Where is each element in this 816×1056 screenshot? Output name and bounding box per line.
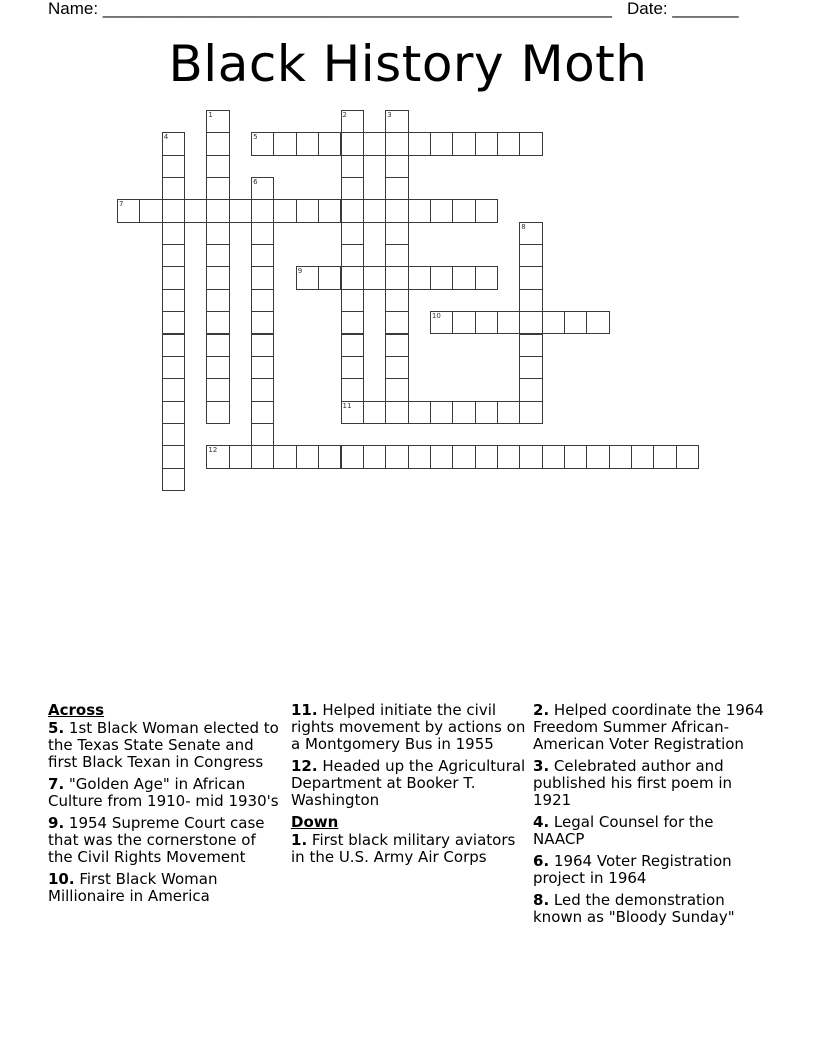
grid-cell[interactable]: [341, 110, 364, 133]
grid-cell[interactable]: [385, 378, 408, 401]
grid-cell[interactable]: [475, 311, 498, 334]
grid-cell[interactable]: [341, 244, 364, 267]
grid-cell[interactable]: [564, 445, 587, 468]
grid-cell[interactable]: [318, 199, 341, 222]
grid-cell[interactable]: [341, 199, 364, 222]
grid-cell[interactable]: [452, 266, 475, 289]
clue-across-12: 12. Headed up the Agricultural Department at Booker T. Washington: [291, 757, 526, 809]
clue-across-7: 7. "Golden Age" in African Culture from 1910- mid 1930's: [48, 775, 279, 810]
grid-cell[interactable]: [229, 199, 252, 222]
clue-number: 2: [533, 701, 544, 719]
cell-number: 2: [342, 111, 347, 119]
clue-down-6: 6. 1964 Voter Registration project in 1964: [533, 852, 732, 887]
grid-cell[interactable]: [162, 155, 185, 178]
cell-number: 8: [521, 222, 526, 231]
grid-cell[interactable]: [341, 222, 364, 245]
grid-cell[interactable]: [519, 132, 542, 155]
grid-cell[interactable]: [385, 289, 408, 312]
across-heading: Across: [48, 701, 105, 719]
grid-cell[interactable]: [653, 445, 676, 468]
grid-cell[interactable]: [206, 378, 229, 401]
grid-cell[interactable]: [385, 177, 408, 200]
clue-down-3: 3. Celebrated author and published his first poem in 1921: [533, 757, 733, 809]
cell-number: 5: [253, 133, 258, 142]
cell-number: 12: [208, 446, 218, 455]
grid-cell[interactable]: [296, 132, 319, 155]
grid-cell[interactable]: [162, 222, 185, 245]
clue-across-11: 11. Helped initiate the civil rights movement by actions on a Montgomery Bus in 1955: [291, 701, 526, 753]
grid-cell[interactable]: [519, 401, 542, 424]
grid-cell[interactable]: [430, 132, 453, 155]
grid-cell[interactable]: [430, 445, 453, 468]
grid-cell[interactable]: [206, 356, 229, 379]
grid-cell[interactable]: [162, 132, 185, 155]
clue-down-1: 1. First black military aviators in the U.S. Army Air Corps: [291, 831, 516, 866]
clue-number: 10: [48, 870, 69, 888]
grid-cell[interactable]: [341, 132, 364, 155]
grid-cell[interactable]: [408, 401, 431, 424]
grid-cell[interactable]: [452, 311, 475, 334]
grid-cell[interactable]: [251, 177, 274, 200]
grid-cell[interactable]: [251, 199, 274, 222]
grid-cell[interactable]: [497, 132, 520, 155]
grid-cell[interactable]: [385, 110, 408, 133]
clue-down-2: 2. Helped coordinate the 1964 Freedom Summer African-American Voter Registration: [533, 701, 764, 753]
grid-cell[interactable]: [341, 378, 364, 401]
clues-column-1: [48, 702, 284, 910]
clue-number: 1: [291, 831, 302, 849]
name-blank: _______________________________________________________: [102, 0, 612, 18]
grid-cell[interactable]: [586, 311, 609, 334]
grid-cell[interactable]: [475, 199, 498, 222]
grid-cell[interactable]: [430, 266, 453, 289]
grid-cell[interactable]: [273, 132, 296, 155]
grid-cell[interactable]: [385, 132, 408, 155]
grid-cell[interactable]: [542, 311, 565, 334]
clue-number: 5: [48, 719, 59, 737]
grid-cell[interactable]: [341, 356, 364, 379]
cell-number: 10: [431, 312, 441, 321]
grid-cell[interactable]: [162, 356, 185, 379]
clue-number: 6: [533, 852, 544, 870]
grid-cell[interactable]: [408, 445, 431, 468]
grid-cell[interactable]: [385, 356, 408, 379]
grid-cell[interactable]: [385, 244, 408, 267]
grid-cell[interactable]: [408, 266, 431, 289]
grid-cell[interactable]: [452, 132, 475, 155]
cell-number: 9: [297, 267, 303, 276]
grid-cell[interactable]: [139, 199, 162, 222]
grid-cell[interactable]: [296, 199, 319, 222]
grid-cell[interactable]: [341, 401, 364, 424]
grid-cell[interactable]: [519, 266, 542, 289]
grid-cell[interactable]: [519, 334, 542, 357]
grid-cell[interactable]: [385, 401, 408, 424]
date-label: Date:: [627, 0, 668, 18]
grid-cell[interactable]: [430, 401, 453, 424]
grid-cell[interactable]: [363, 199, 386, 222]
grid-cell[interactable]: [385, 266, 408, 289]
grid-cell[interactable]: [475, 445, 498, 468]
grid-cell[interactable]: [162, 378, 185, 401]
grid-cell[interactable]: [341, 311, 364, 334]
down-heading: Down: [291, 813, 339, 831]
grid-cell[interactable]: [430, 311, 453, 334]
grid-cell[interactable]: [519, 356, 542, 379]
grid-cell[interactable]: [162, 266, 185, 289]
grid-cell[interactable]: [385, 311, 408, 334]
grid-cell[interactable]: [586, 445, 609, 468]
grid-cell[interactable]: [385, 199, 408, 222]
grid-cell[interactable]: [497, 401, 520, 424]
clue-number: 7: [48, 775, 59, 793]
grid-cell[interactable]: [475, 266, 498, 289]
grid-cell[interactable]: [162, 445, 185, 468]
grid-cell[interactable]: [251, 445, 274, 468]
clue-number: 11: [291, 701, 312, 719]
clue-across-5: 5. 1st Black Woman elected to the Texas State Senate and first Black Texan in Congress: [48, 719, 279, 771]
grid-cell[interactable]: [162, 289, 185, 312]
clue-across-9: 9. 1954 Supreme Court case that was the cornerstone of the Civil Rights Movement: [48, 814, 265, 866]
grid-cell[interactable]: [363, 445, 386, 468]
grid-cell[interactable]: [676, 445, 699, 468]
grid-cell[interactable]: [408, 199, 431, 222]
grid-cell[interactable]: [519, 445, 542, 468]
grid-cell[interactable]: [452, 401, 475, 424]
grid-cell[interactable]: [206, 110, 229, 133]
grid-cell[interactable]: [519, 244, 542, 267]
grid-cell[interactable]: [385, 445, 408, 468]
grid-cell[interactable]: [251, 423, 274, 446]
date-blank: _______: [672, 0, 739, 18]
grid-cell[interactable]: [497, 311, 520, 334]
clue-down-4: 4. Legal Counsel for the NAACP: [533, 813, 714, 848]
grid-cell[interactable]: [206, 289, 229, 312]
clue-down-8: 8. Led the demonstration known as "Bloody Sunday": [533, 891, 735, 926]
cell-number: 7: [119, 200, 124, 209]
grid-cell[interactable]: [162, 199, 185, 222]
grid-cell[interactable]: [206, 334, 229, 357]
grid-cell[interactable]: [273, 199, 296, 222]
grid-cell[interactable]: [341, 155, 364, 178]
grid-cell[interactable]: [206, 177, 229, 200]
grid-cell[interactable]: [251, 266, 274, 289]
grid-cell[interactable]: [251, 356, 274, 379]
grid-cell[interactable]: [229, 445, 252, 468]
grid-cell[interactable]: [251, 334, 274, 357]
grid-cell[interactable]: [251, 289, 274, 312]
grid-cell[interactable]: [408, 132, 431, 155]
grid-cell[interactable]: [542, 445, 565, 468]
grid-cell[interactable]: [609, 445, 632, 468]
grid-cell[interactable]: [385, 334, 408, 357]
grid-cell[interactable]: [162, 401, 185, 424]
grid-cell[interactable]: [206, 199, 229, 222]
grid-cell[interactable]: [162, 177, 185, 200]
grid-cell[interactable]: [296, 445, 319, 468]
grid-cell[interactable]: [296, 266, 319, 289]
grid-cell[interactable]: [162, 468, 185, 491]
cell-number: 4: [163, 133, 169, 142]
grid-cell[interactable]: [341, 445, 364, 468]
grid-cell[interactable]: [519, 311, 542, 334]
grid-cell[interactable]: [251, 401, 274, 424]
grid-cell[interactable]: [475, 401, 498, 424]
cell-number: 11: [342, 401, 352, 410]
grid-cell[interactable]: [475, 132, 498, 155]
grid-cell[interactable]: [363, 266, 386, 289]
grid-cell[interactable]: [206, 311, 229, 334]
clue-number: 3: [533, 757, 544, 775]
page-title: Black History Moth: [168, 35, 648, 93]
grid-cell[interactable]: [519, 289, 542, 312]
grid-cell[interactable]: [519, 378, 542, 401]
clues-column-3: [533, 702, 769, 931]
grid-cell[interactable]: [564, 311, 587, 334]
grid-cell[interactable]: [341, 266, 364, 289]
clue-number: 12: [291, 757, 312, 775]
grid-cell[interactable]: [251, 244, 274, 267]
grid-cell[interactable]: [341, 289, 364, 312]
name-label: Name:: [48, 0, 99, 18]
grid-cell[interactable]: [251, 311, 274, 334]
grid-cell[interactable]: [363, 132, 386, 155]
grid-cell[interactable]: [162, 311, 185, 334]
grid-cell[interactable]: [385, 222, 408, 245]
cell-number: 1: [208, 111, 213, 119]
grid-cell[interactable]: [341, 334, 364, 357]
grid-cell[interactable]: [452, 445, 475, 468]
grid-cell[interactable]: [206, 401, 229, 424]
grid-cell[interactable]: [318, 445, 341, 468]
grid-cell[interactable]: [631, 445, 654, 468]
grid-cell[interactable]: [251, 132, 274, 155]
grid-cell[interactable]: [341, 177, 364, 200]
grid-cell[interactable]: [162, 334, 185, 357]
grid-cell[interactable]: [206, 244, 229, 267]
grid-cell[interactable]: [206, 266, 229, 289]
grid-cell[interactable]: [162, 423, 185, 446]
clue-number: 4: [533, 813, 544, 831]
grid-cell[interactable]: [497, 445, 520, 468]
grid-cell[interactable]: [117, 199, 140, 222]
grid-cell[interactable]: [452, 199, 475, 222]
grid-cell[interactable]: [162, 244, 185, 267]
grid-cell[interactable]: [251, 222, 274, 245]
grid-cell[interactable]: [206, 222, 229, 245]
grid-cell[interactable]: [273, 445, 296, 468]
grid-cell[interactable]: [184, 199, 207, 222]
grid-cell[interactable]: [519, 222, 542, 245]
grid-cell[interactable]: [206, 445, 229, 468]
cell-number: 6: [253, 178, 258, 187]
clue-across-10: 10. First Black Woman Millionaire in America: [48, 870, 218, 905]
grid-cell[interactable]: [385, 155, 408, 178]
grid-cell[interactable]: [430, 199, 453, 222]
cell-number: 3: [387, 111, 392, 119]
grid-cell[interactable]: [318, 266, 341, 289]
clues-column-2: [291, 702, 527, 871]
clue-number: 9: [48, 814, 59, 832]
grid-cell[interactable]: [251, 378, 274, 401]
grid-cell[interactable]: [318, 132, 341, 155]
grid-cell[interactable]: [363, 401, 386, 424]
clue-number: 8: [533, 891, 544, 909]
grid-cell[interactable]: [206, 155, 229, 178]
grid-cell[interactable]: [206, 132, 229, 155]
